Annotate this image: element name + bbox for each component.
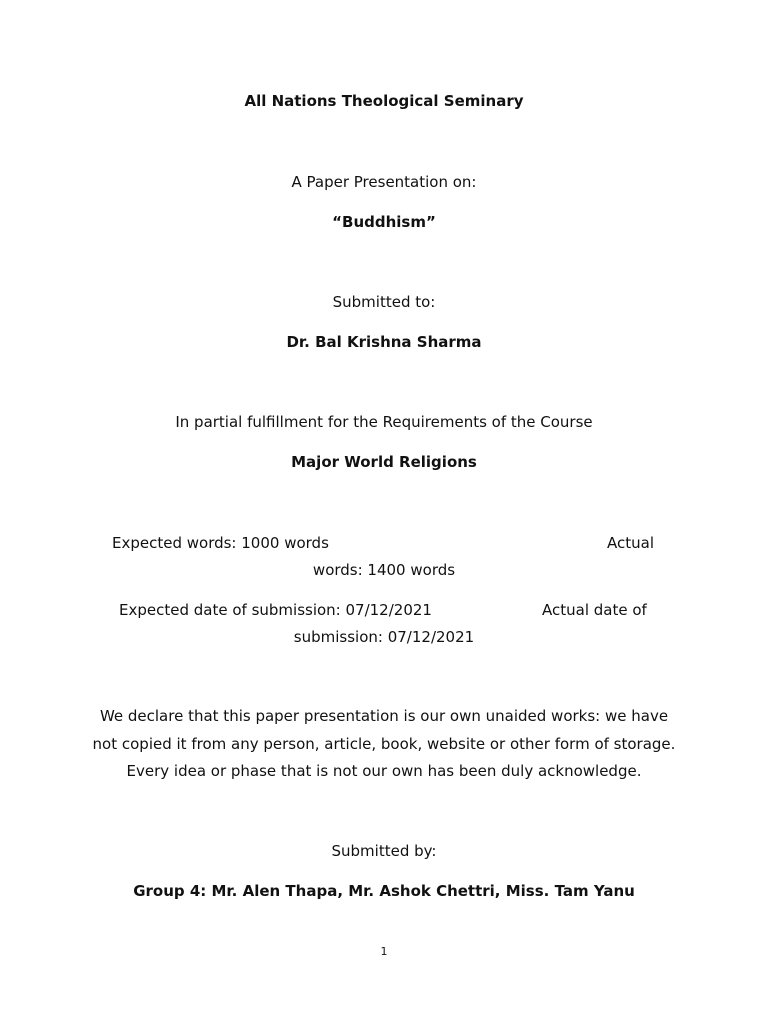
expected-date: Expected date of submission: 07/12/2021 <box>119 601 432 619</box>
declaration-line: We declare that this paper presentation is our own unaided works: we have <box>99 707 669 725</box>
professor-name: Dr. Bal Krishna Sharma <box>286 333 482 351</box>
paper-topic: “Buddhism” <box>332 213 436 231</box>
institution-title: All Nations Theological Seminary <box>244 92 524 110</box>
course-name: Major World Religions <box>291 453 477 471</box>
actual-date-end: submission: 07/12/2021 <box>293 628 475 646</box>
submitted-by-label: Submitted by: <box>331 842 437 860</box>
expected-words: Expected words: 1000 words <box>112 534 329 552</box>
actual-words-end: words: 1400 words <box>312 561 456 579</box>
declaration-line: not copied it from any person, article, book, website or other form of storage. <box>92 734 676 753</box>
actual-words-start: Actual <box>607 534 654 552</box>
actual-date-start: Actual date of <box>542 601 647 619</box>
page-number: 1 <box>380 945 388 958</box>
group-members: Group 4: Mr. Alen Thapa, Mr. Ashok Chettri, Miss. Tam Yanu <box>133 882 635 900</box>
declaration-line: Every idea or phase that is not our own has been duly acknowledge. <box>126 762 642 780</box>
submitted-to-label: Submitted to: <box>332 293 436 311</box>
course-requirement: In partial fulfillment for the Requirements of the Course <box>175 413 593 431</box>
presentation-intro: A Paper Presentation on: <box>291 173 477 191</box>
declaration-statement <box>70 703 698 786</box>
